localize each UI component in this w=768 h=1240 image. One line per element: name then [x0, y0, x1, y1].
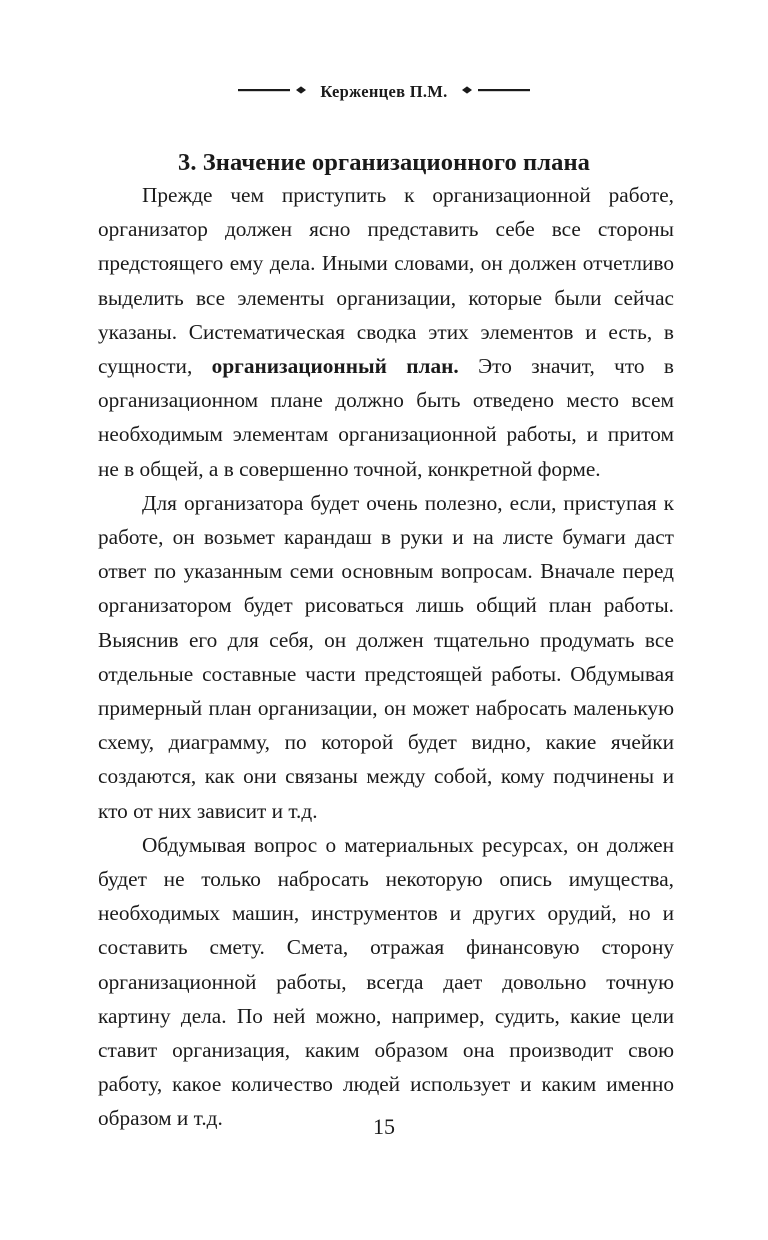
running-head-title: Керженцев П.М. — [320, 82, 448, 101]
text-run: Прежде чем приступить к организационной работе, организатор должен ясно представить себе все стороны предстоящего ему дела. Иными словами, он должен отчетливо выделить все элементы организации, которые были сейчас указаны. Систематическая сводка этих элементов и есть, в сущности, — [98, 183, 674, 379]
text-run: Это значит, что в организационном плане должно быть отведено место всем необходимым элементам организационной работы, и притом не в общей, а в совершенно точной, конкретной форме. — [98, 354, 674, 481]
diamond-dash-ornament-icon — [458, 83, 530, 101]
paragraph-1 — [98, 178, 674, 486]
body-text-column — [98, 178, 674, 1136]
page-number: 15 — [373, 1114, 395, 1139]
text-run-bold: организационный план. — [211, 354, 459, 379]
paragraph-3 — [98, 828, 674, 1136]
page-title: 3. Значение организационного плана — [177, 149, 591, 177]
text-run: Обдумывая вопрос о материальных ресурсах, он должен будет не только набросать некоторую опись имущества, необходимых машин, инструментов и других орудий, но и составить смету. Смета, отражая финансовую сторону организационной работы, всегда дает довольно точную картину дела. По ней можно, например, судить, какие цели ставит организация, каким образом она производит свою работу, какое количество людей использует и каким именно образом и т.д. — [98, 832, 674, 1131]
paragraph-2 — [98, 486, 674, 828]
dash-diamond-ornament-icon — [238, 83, 310, 101]
running-head — [0, 82, 768, 102]
text-run: Для организатора будет очень полезно, если, приступая к работе, он возьмет карандаш в руки и на листе бумаги даст ответ по указанным семи основным вопросам. Вначале перед организатором будет рисоваться лишь общий план работы. Выяснив его для себя, он должен тщательно продумать все отдельные составные части предстоящей работы. Обдумывая примерный план организации, он может набросать маленькую схему, диаграмму, по которой будет видно, какие ячейки создаются, как они связаны между собой, кому подчинены и кто от них зависит и т.д. — [98, 490, 674, 823]
